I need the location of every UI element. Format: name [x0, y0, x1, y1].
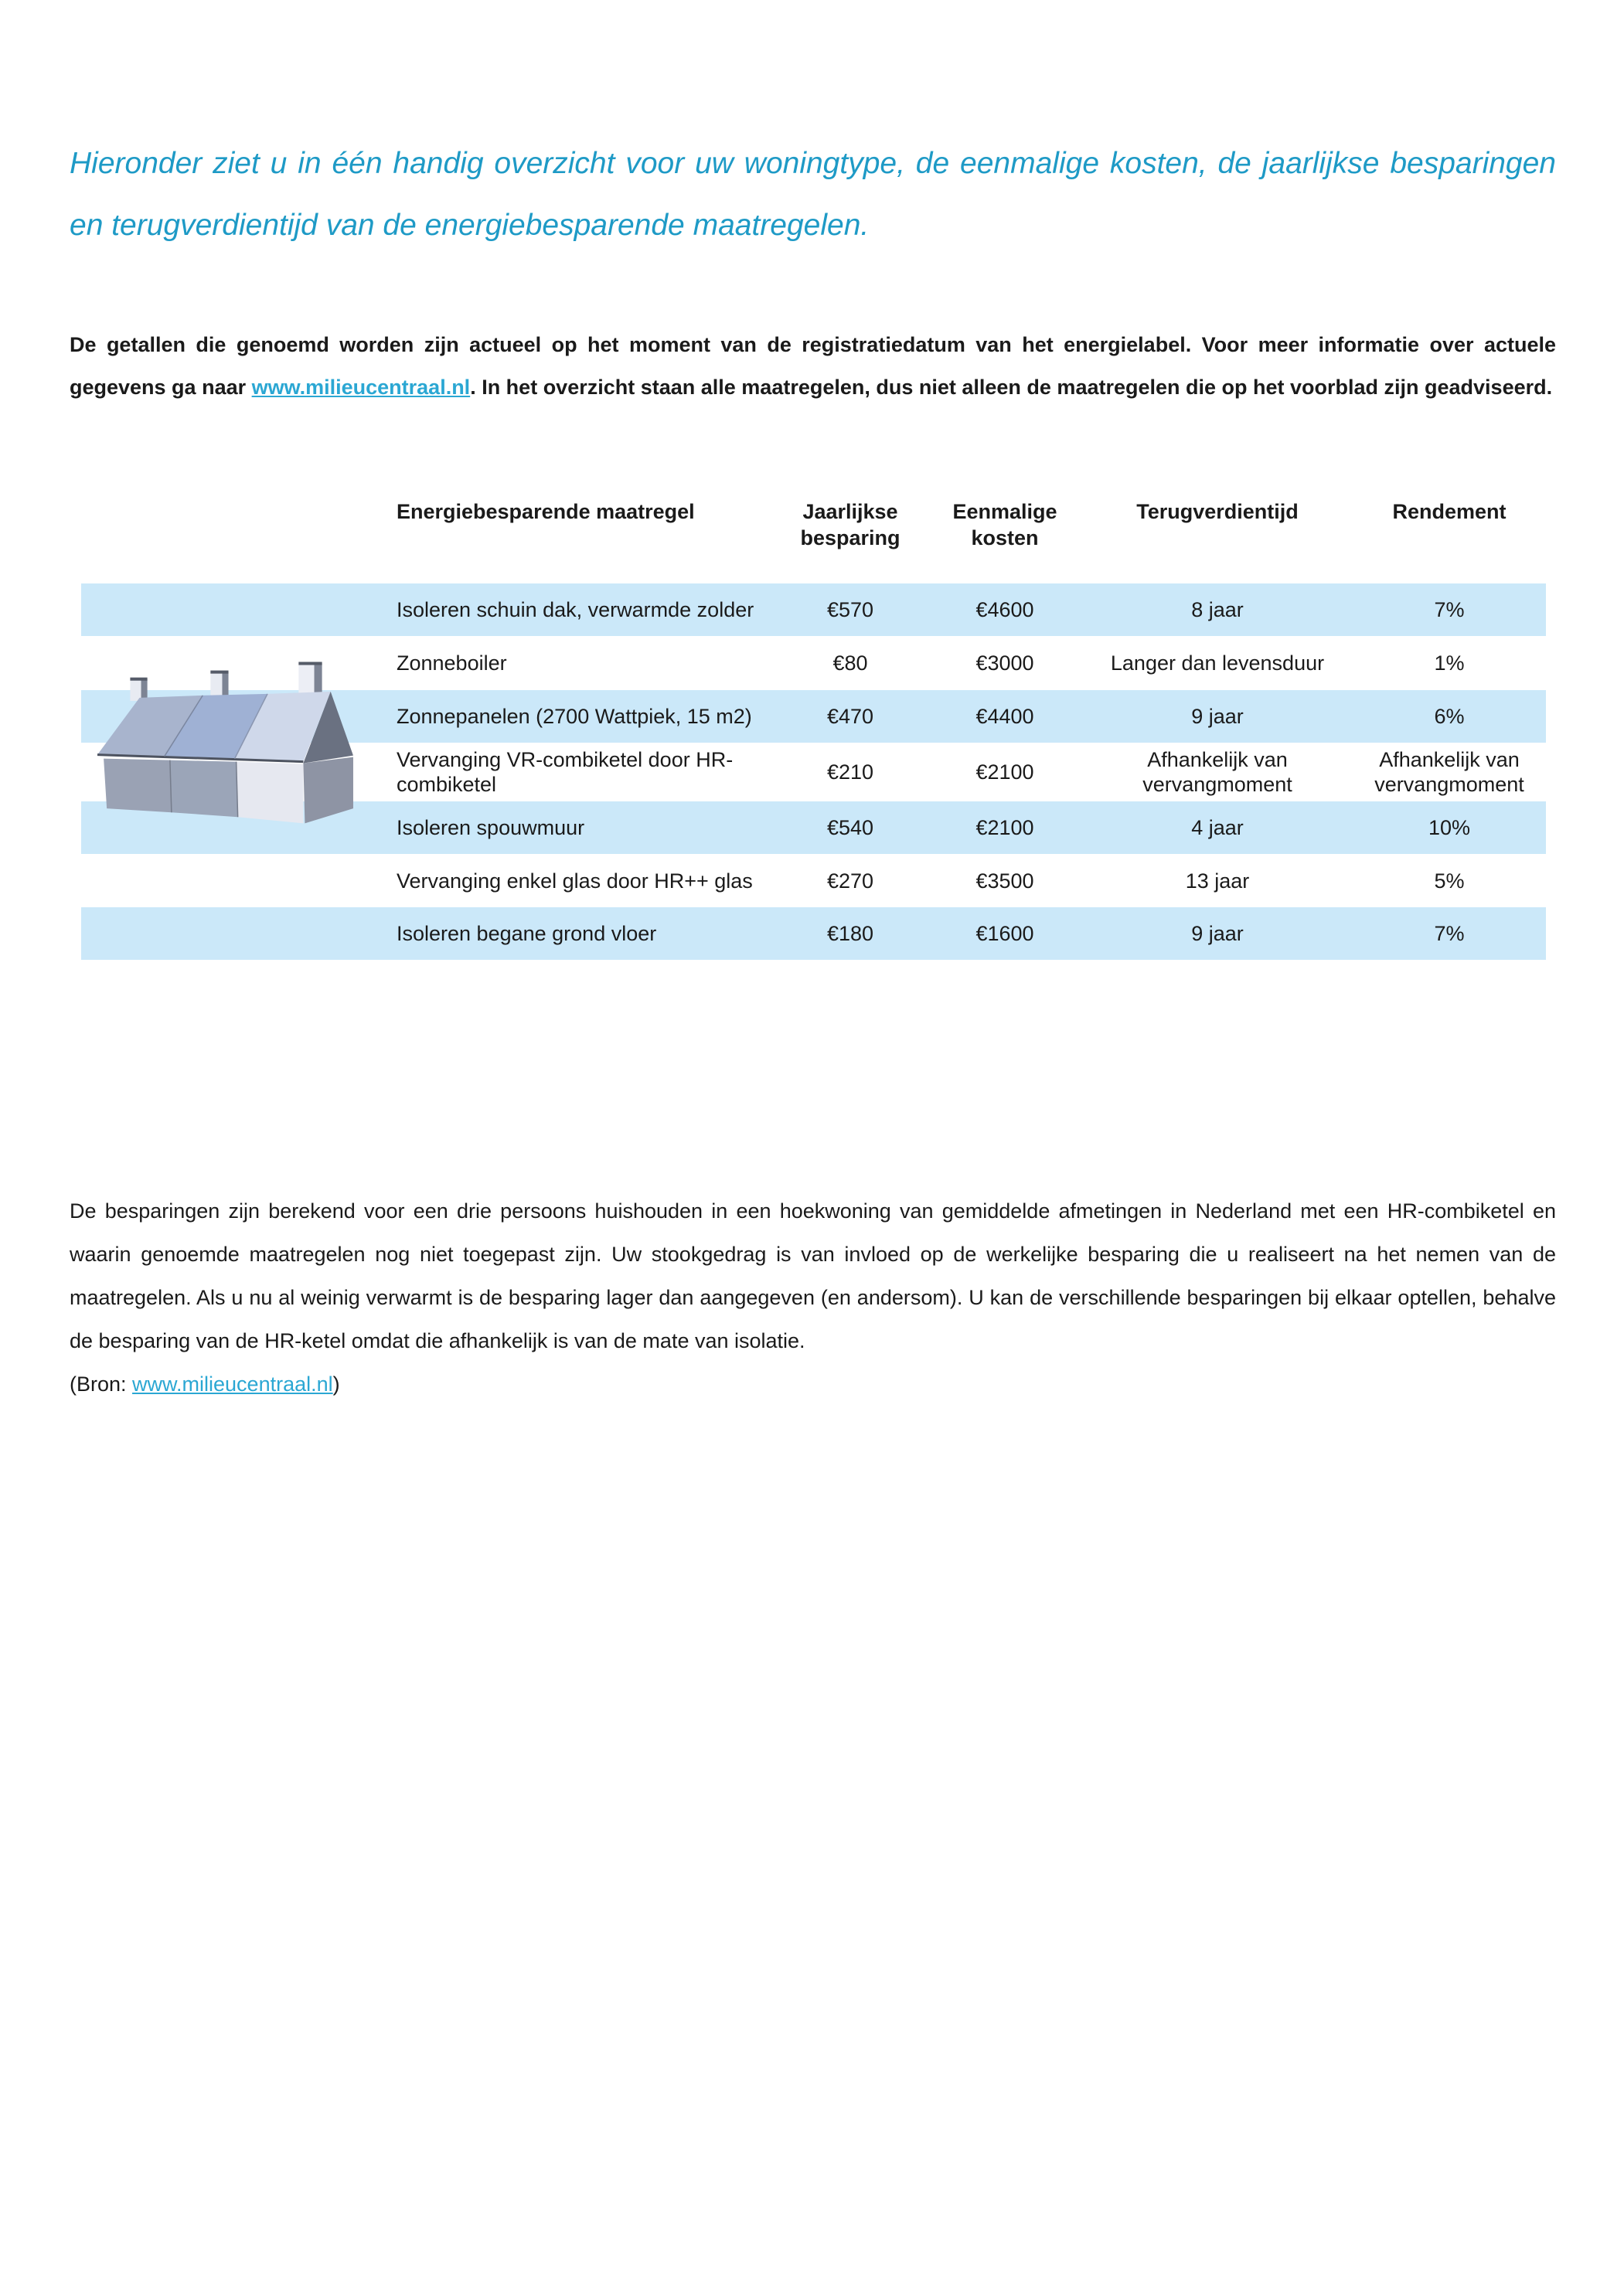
table-row	[81, 854, 1546, 907]
table-row	[81, 583, 1546, 636]
cell-measure: Isoleren schuin dak, verwarmde zolder	[397, 598, 754, 621]
cell-cost: €3000	[975, 651, 1034, 675]
cell-yield: 6%	[1434, 705, 1465, 728]
info-text-before-link: De getallen die genoemd worden zijn actueel op het moment van de registratiedatum van het energielabel. Voor meer informatie over actuele gegevens ga naar	[70, 333, 1556, 399]
intro-heading: Hieronder ziet u in één handig overzicht voor uw woningtype, de eenmalige kosten, de jaarlijkse besparingen en terugverdientijd van de energiebesparende maatregelen.	[70, 147, 1556, 242]
table-header-row	[81, 498, 1546, 583]
cell-saving: €540	[826, 816, 874, 839]
cell-saving: €210	[826, 760, 874, 784]
cell-yield: 1%	[1434, 651, 1465, 675]
cell-saving: €180	[826, 922, 874, 945]
cell-measure: Vervanging enkel glas door HR++ glas	[397, 869, 753, 893]
cell-cost: €4600	[975, 598, 1034, 621]
table-row	[81, 907, 1546, 960]
cell-payback: 9 jaar	[1191, 705, 1244, 728]
cell-yield: Afhankelijk van vervangmoment	[1374, 748, 1524, 796]
cell-payback: 9 jaar	[1191, 922, 1244, 945]
cell-measure: Isoleren spouwmuur	[397, 816, 585, 839]
cell-cost: €1600	[975, 922, 1034, 945]
footer-text: De besparingen zijn berekend voor een drie persoons huishouden in een hoekwoning van gemiddelde afmetingen in Nederland met een HR-combiketel en waarin genoemde maatregelen nog niet toegepast zijn. Uw stookgedrag is van invloed op de werkelijke besparing die u realiseert na het nemen van de maatregelen. Als u nu al weinig verwarmt is de besparing lager dan aangegeven (en andersom). U kan de verschillende besparingen bij elkaar optellen, behalve de besparing van de HR-ketel omdat die afhankelijk is van de mate van isolatie.	[70, 1199, 1556, 1352]
cell-saving: €470	[826, 705, 874, 728]
cell-yield: 5%	[1434, 869, 1465, 893]
cell-saving: €270	[826, 869, 874, 893]
column-header-saving: Jaarlijkse besparing	[800, 500, 901, 549]
column-header-yield: Rendement	[1392, 500, 1507, 523]
cell-cost: €2100	[975, 816, 1034, 839]
column-header-cost: Eenmalige kosten	[952, 500, 1057, 549]
footer-paragraph	[70, 1189, 1556, 1406]
cell-yield: 10%	[1428, 816, 1471, 839]
cell-payback: Langer dan levensduur	[1110, 651, 1325, 675]
column-header-measure: Energiebesparende maatregel	[397, 500, 695, 523]
house-illustration	[94, 662, 356, 838]
milieucentraal-link[interactable]: www.milieucentraal.nl	[251, 376, 471, 399]
cell-cost: €3500	[975, 869, 1034, 893]
cell-saving: €570	[826, 598, 874, 621]
cell-yield: 7%	[1434, 922, 1465, 945]
milieucentraal-source-link[interactable]: www.milieucentraal.nl	[132, 1372, 333, 1396]
cell-cost: €4400	[975, 705, 1034, 728]
cell-cost: €2100	[975, 760, 1034, 784]
cell-payback: 13 jaar	[1185, 869, 1250, 893]
column-header-payback: Terugverdientijd	[1136, 500, 1299, 523]
cell-measure: Zonneboiler	[397, 651, 507, 675]
source-prefix: (Bron:	[70, 1372, 133, 1396]
info-text-after-link: . In het overzicht staan alle maatregelen, dus niet alleen de maatregelen die op het voorblad zijn geadviseerd.	[470, 376, 1553, 399]
cell-payback: 8 jaar	[1191, 598, 1244, 621]
cell-saving: €80	[832, 651, 868, 675]
cell-measure: Isoleren begane grond vloer	[397, 922, 657, 945]
source-line	[70, 1362, 1556, 1406]
cell-payback: Afhankelijk van vervangmoment	[1142, 748, 1292, 796]
cell-measure: Zonnepanelen (2700 Wattpiek, 15 m2)	[397, 705, 752, 728]
source-suffix: )	[332, 1372, 340, 1396]
cell-measure: Vervanging VR-combiketel door HR-combiketel	[397, 748, 734, 796]
cell-payback: 4 jaar	[1191, 816, 1244, 839]
cell-yield: 7%	[1434, 598, 1465, 621]
info-paragraph	[70, 324, 1556, 409]
